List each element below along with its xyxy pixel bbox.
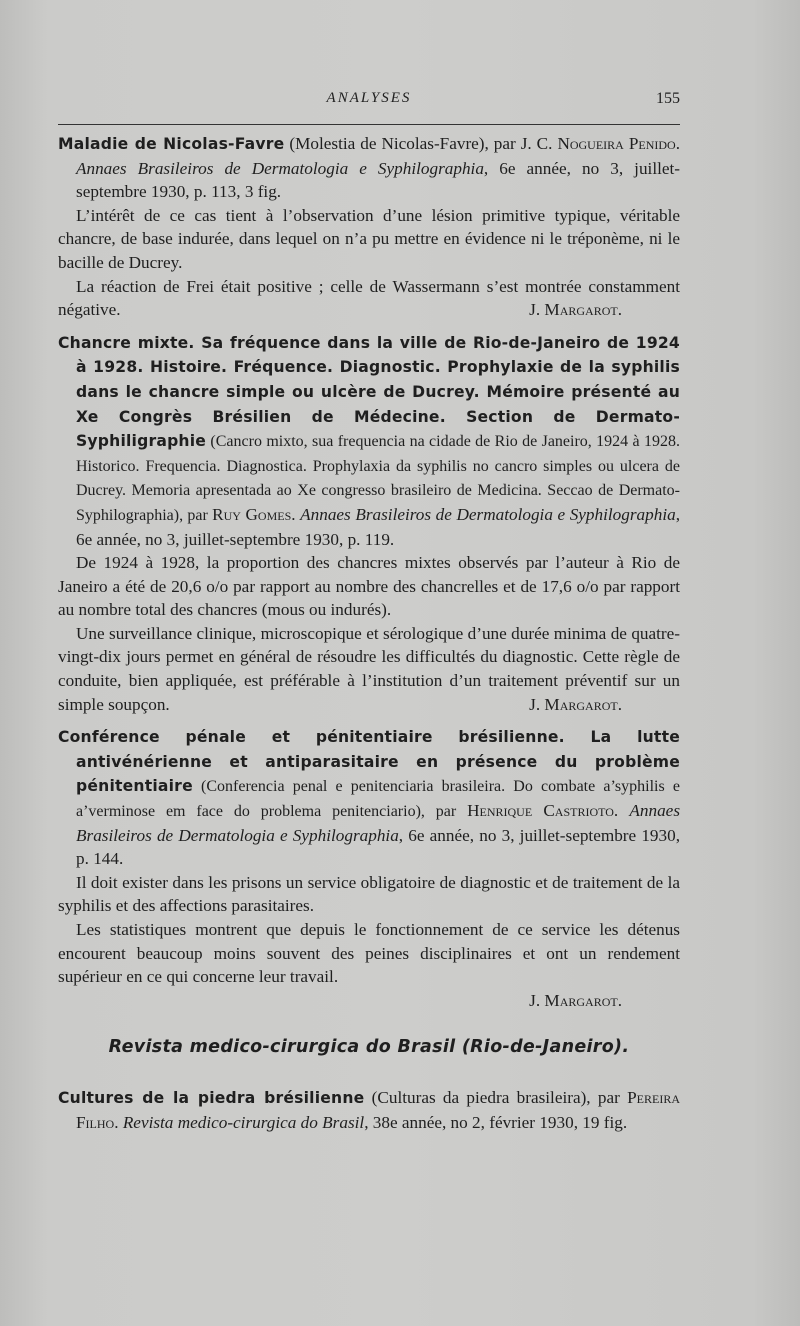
entry-paragraph [58, 622, 680, 716]
review-entry-piedra [58, 1086, 680, 1134]
entry-citation-sep: . [675, 134, 681, 153]
entry-heading [58, 132, 680, 204]
entry-paragraph: Les statistiques montrent que depuis le fonctionnement de ce service les détenus encourent beaucoup moins souvent des peines disciplinaires et ont un rendement supérieur en ce qui concerne leur travail. [58, 920, 680, 987]
entry-citation-details: , 6e année, no 3, juillet-septembre 1930, p. 113, 3 fig. [76, 158, 680, 202]
entry-citation: (Culturas da piedra brasileira), par [364, 1087, 628, 1107]
entry-citation: (Molestia de Nicolas-Favre), par J. C. [284, 134, 558, 153]
entry-title: Conférence pénale et pénitentiaire brésilienne. La lutte antivénérienne et antiparasitaire en présence du problème pénitentiaire [58, 728, 680, 796]
entry-author: Ruy Gomes [212, 504, 292, 524]
entry-author: Pereira Filho [76, 1087, 680, 1132]
page-content [58, 132, 680, 1143]
entry-citation-sep: . [291, 504, 301, 524]
entry-heading [58, 331, 680, 551]
review-entry-conference-penale [58, 725, 680, 1012]
entry-paragraph: L’intérêt de ce cas tient à l’observation d’une lésion primitive typique, véritable chancre, de base indurée, dans lequel on n’a pu mettre en évidence ni le tréponème, ni le bacille de Ducrey. [58, 205, 680, 272]
entry-paragraph [58, 275, 680, 322]
entry-title: Maladie de Nicolas-Favre [58, 135, 285, 153]
entry-journal: Annaes Brasileiros de Dermatologia e Syphilographia [300, 504, 676, 524]
running-head [58, 90, 680, 114]
page-number: 155 [656, 90, 680, 107]
signature: J. Margarot. [529, 990, 622, 1010]
entry-author: Henrique Castrioto [467, 801, 614, 821]
entry-citation: (Conferencia penal e penitenciaria brasileira. Do combate a’syphilis e a’verminose em face do problema penitenciario), par [76, 778, 680, 821]
header-rule [58, 124, 680, 125]
entry-citation: (Cancro mixto, sua frequencia na cidade de Rio de Janeiro, 1924 à 1928. Historico. Frequencia. Diagnostica. Prophylaxia da syphilis no cancro simples ou ulcera de Ducrey. Memoria apresentada ao Xe congresso brasileiro de Medicina. Seccao de Dermato-Syphilographia), par [76, 433, 680, 524]
signature: J. Margarot. [529, 694, 622, 714]
entry-citation-sep: . [114, 1112, 123, 1132]
entry-heading [58, 725, 680, 871]
entry-paragraph-text: Une surveillance clinique, microscopique et sérologique d’une durée minima de quatre-vingt-dix jours permet en général de résoudre les difficultés du diagnostic. Cette règle de conduite, bien appliquée, est préférable à l’institution d’un traitement préventif sur un simple soupçon. [58, 623, 680, 714]
entry-paragraph-text: La réaction de Frei était positive ; celle de Wassermann s’est montrée constamment négative. [58, 276, 680, 320]
entry-journal: Revista medico-cirurgica do Brasil [122, 1112, 365, 1132]
entry-paragraph: Il doit exister dans les prisons un service obligatoire de diagnostic et de traitement de la syphilis et des affections parasitaires. [58, 872, 680, 916]
entry-citation-details: , 38e année, no 2, février 1930, 19 fig. [364, 1112, 628, 1132]
entry-title: Chancre mixte. Sa fréquence dans la ville de Rio-de-Janeiro de 1924 à 1928. Histoire. Fréquence. Diagnostic. Prophylaxie de la syphilis dans le chancre simple ou ulcère de Ducrey. Mémoire présenté au Xe Congrès Brésilien de Médecine. Section de Dermato-Syphiligraphie [58, 333, 680, 451]
entry-heading [58, 1086, 680, 1134]
entry-citation-sep: . [613, 801, 630, 821]
review-entry-nicolas-favre [58, 132, 680, 322]
review-entry-chancre-mixte [58, 331, 680, 717]
entry-title: Cultures de la piedra brésilienne [58, 1088, 365, 1107]
entry-citation-details: , 6e année, no 3, juillet-septembre 1930, p. 144. [76, 825, 680, 869]
entry-citation-details: , 6e année, no 3, juillet-septembre 1930, p. 119. [76, 504, 680, 549]
running-title: ANALYSES [326, 90, 412, 106]
signature: J. Margarot. [529, 300, 622, 320]
entry-paragraph: De 1924 à 1928, la proportion des chancres mixtes observés par l’auteur à Rio de Janeiro a été de 20,6 o/o par rapport au nombre des chancrelles et de 17,6 o/o par rapport au nombre total des chancres (mous ou indurés). [58, 553, 680, 620]
entry-journal: Annaes Brasileiros de Dermatologia e Syphilographia [76, 158, 484, 178]
entry-journal: Annaes Brasileiros de Dermatologia e Syphilographia [76, 801, 681, 845]
entry-author: Nogueira Penido [557, 134, 676, 153]
journal-section-heading: Revista medico-cirurgica do Brasil (Rio-de-Janeiro). [108, 1037, 630, 1058]
